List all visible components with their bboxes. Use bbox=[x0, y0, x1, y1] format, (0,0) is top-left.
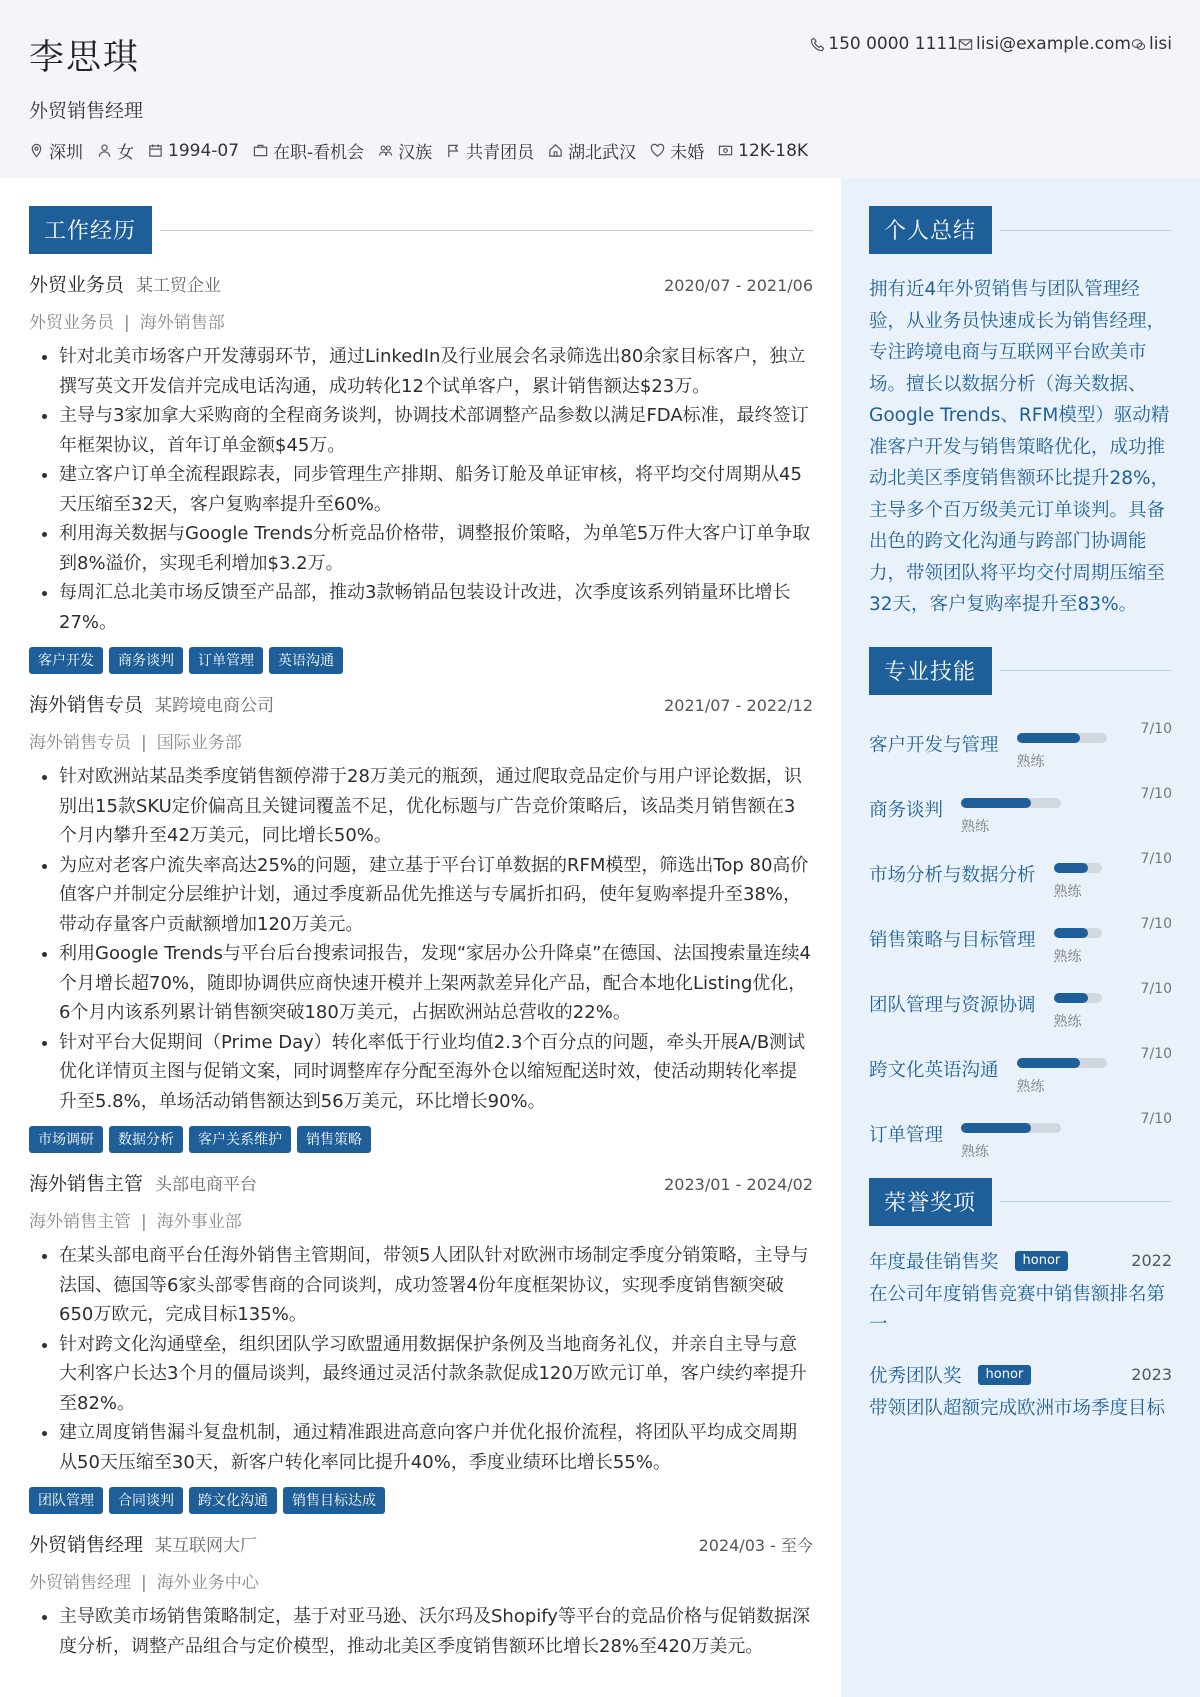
job-bullets bbox=[29, 1241, 813, 1477]
info-marital bbox=[650, 138, 704, 163]
bullet-item: • 主导与3家加拿大采购商的全程商务谈判，协调技术部调整产品参数以满足FDA标准，最终签订年框架协议，首年订单金额$45万。 bbox=[59, 401, 813, 460]
section-divider bbox=[1000, 230, 1172, 231]
job-department: 海外销售部 bbox=[139, 313, 225, 333]
skill-bar bbox=[1017, 1058, 1107, 1068]
info-text: 12K-18K bbox=[738, 140, 809, 161]
work-section-title: 工作经历 bbox=[29, 206, 152, 254]
job-department: 国际业务部 bbox=[156, 733, 242, 753]
job-company: 某工贸企业 bbox=[136, 276, 222, 296]
skill-name: 客户开发与管理 bbox=[869, 734, 999, 756]
contact-info bbox=[810, 34, 1172, 54]
job-heading bbox=[29, 1530, 257, 1557]
skill-name: 团队管理与资源协调 bbox=[869, 994, 1036, 1016]
job-subtitle bbox=[29, 308, 813, 333]
award-badge: honor bbox=[978, 1365, 1032, 1385]
info-location bbox=[29, 138, 83, 163]
section-divider bbox=[160, 230, 813, 231]
bullet-item: • 利用Google Trends与平台后台搜索词报告，发现“家居办公升降桌”在德国、法国搜索量连续4个月增长超70%，随即协调供应商快速开模并上架两款差异化产品，配合本地化Listing优化，6个月内该系列累计销售额突破180万美元，占据欧洲站总营收的22%。 bbox=[59, 939, 813, 1028]
job-department: 海外事业部 bbox=[156, 1212, 242, 1232]
bullet-item: • 建立客户订单全流程跟踪表，同步管理生产排期、船务订舱及单证审核，将平均交付周期从45天压缩至32天，客户复购率提升至60%。 bbox=[59, 460, 813, 519]
skill-row bbox=[869, 975, 1172, 1040]
info-text: 未婚 bbox=[670, 143, 705, 163]
job-tags bbox=[29, 1126, 813, 1153]
skill-meta bbox=[1053, 850, 1172, 901]
job-role: 海外销售专员 bbox=[29, 694, 144, 716]
job-header bbox=[29, 1530, 813, 1557]
skill-bar bbox=[1054, 863, 1102, 873]
skill-tag: 跨文化沟通 bbox=[189, 1487, 277, 1514]
main-column bbox=[29, 178, 813, 1697]
skill-bar bbox=[1017, 733, 1107, 743]
job-subtitle bbox=[29, 1207, 813, 1232]
skill-bar-fill bbox=[1017, 1058, 1080, 1068]
info-text: 湖北武汉 bbox=[568, 143, 637, 163]
separator: | bbox=[124, 313, 130, 333]
skill-tag: 团队管理 bbox=[29, 1487, 103, 1514]
skill-tag: 英语沟通 bbox=[269, 647, 343, 674]
job-subtitle bbox=[29, 728, 813, 753]
bullet-item: • 针对北美市场客户开发薄弱环节，通过LinkedIn及行业展会名录筛选出80余家目标客户，独立撰写英文开发信并完成电话沟通，成功转化12个试单客户，累计销售额达$23万。 bbox=[59, 342, 813, 401]
job-department: 海外业务中心 bbox=[156, 1573, 259, 1593]
contact-email[interactable] bbox=[958, 34, 1131, 54]
info-salary bbox=[718, 141, 808, 161]
award-year: 2023 bbox=[1131, 1365, 1172, 1384]
skill-bar bbox=[1054, 928, 1102, 938]
skill-score: 7/10 bbox=[1140, 915, 1172, 932]
job-bullets bbox=[29, 342, 813, 637]
skill-level: 熟练 bbox=[1016, 753, 1045, 770]
skill-tag: 客户开发 bbox=[29, 647, 103, 674]
info-political bbox=[446, 138, 534, 163]
skill-level: 熟练 bbox=[961, 1143, 990, 1160]
skill-tag: 订单管理 bbox=[189, 647, 263, 674]
skill-tag: 市场调研 bbox=[29, 1126, 103, 1153]
skill-tag: 商务谈判 bbox=[109, 647, 183, 674]
award-name: 优秀团队奖 bbox=[869, 1365, 962, 1387]
skill-meta bbox=[1053, 915, 1172, 966]
skill-bar-fill bbox=[1054, 928, 1088, 938]
bullet-item: • 为应对老客户流失率高达25%的问题，建立基于平台订单数据的RFM模型，筛选出Top 80高价值客户并制定分层维护计划，通过季度新品优先推送与专属折扣码，使年复购率提升至38%，带动存量客户贡献额增加120万美元。 bbox=[59, 851, 813, 940]
skill-bar-fill bbox=[961, 1123, 1031, 1133]
skill-name: 商务谈判 bbox=[869, 799, 944, 821]
skill-meta bbox=[961, 785, 1172, 836]
info-text: 女 bbox=[117, 143, 134, 163]
job-header bbox=[29, 270, 813, 297]
job-entry bbox=[29, 1530, 813, 1661]
phone-number: 150 0000 1111 bbox=[828, 34, 959, 54]
bullet-item: • 在某头部电商平台任海外销售主管期间，带领5人团队针对欧洲市场制定季度分销策略，主导与法国、德国等6家头部零售商的合同谈判，成功签署4份年度框架协议，实现季度销售额突破650万欧元，完成目标135%。 bbox=[59, 1241, 813, 1330]
info-text: 共青团员 bbox=[466, 143, 535, 163]
skill-score: 7/10 bbox=[1140, 785, 1172, 802]
job-date: 2020/07 - 2021/06 bbox=[664, 276, 813, 295]
skill-bar bbox=[961, 798, 1061, 808]
info-status bbox=[253, 138, 364, 163]
job-date: 2023/01 - 2024/02 bbox=[664, 1175, 813, 1194]
job-position: 海外销售专员 bbox=[29, 733, 131, 753]
job-company: 某跨境电商公司 bbox=[155, 696, 275, 716]
briefcase-icon bbox=[253, 143, 268, 158]
people-icon bbox=[378, 143, 393, 158]
award-header bbox=[869, 1362, 1172, 1388]
skill-name: 订单管理 bbox=[869, 1124, 944, 1146]
job-header bbox=[29, 1169, 813, 1196]
heart-icon bbox=[650, 143, 665, 158]
skill-row bbox=[869, 1105, 1172, 1170]
award-badge: honor bbox=[1015, 1251, 1069, 1271]
bullet-item: • 针对平台大促期间（Prime Day）转化率低于行业均值2.3个百分点的问题，牵头开展A/B测试优化详情页主图与促销文案，同时调整库存分配至海外仓以缩短配送时效，使活动期转化率提升至5.8%，单场活动销售额达到56万美元，环比增长90%。 bbox=[59, 1028, 813, 1117]
info-text: 汉族 bbox=[398, 143, 433, 163]
job-date: 2024/03 - 至今 bbox=[698, 1536, 813, 1555]
skill-level: 熟练 bbox=[1053, 948, 1082, 965]
skill-row bbox=[869, 780, 1172, 845]
separator: | bbox=[141, 1573, 147, 1593]
info-ethnicity bbox=[378, 138, 432, 163]
job-heading bbox=[29, 690, 274, 717]
skill-level: 熟练 bbox=[1053, 883, 1082, 900]
mail-icon bbox=[958, 37, 973, 52]
info-text: 1994-07 bbox=[168, 140, 240, 161]
summary-section-title: 个人总结 bbox=[869, 206, 992, 254]
job-heading bbox=[29, 1169, 257, 1196]
job-bullets bbox=[29, 1602, 813, 1661]
section-divider bbox=[1000, 670, 1172, 671]
skill-bar-fill bbox=[1054, 863, 1088, 873]
info-text: 深圳 bbox=[49, 143, 83, 163]
award-entry bbox=[869, 1248, 1172, 1340]
skill-row bbox=[869, 715, 1172, 780]
skill-name: 销售策略与目标管理 bbox=[869, 929, 1036, 951]
skill-meta bbox=[1016, 1045, 1172, 1096]
skill-bar-fill bbox=[961, 798, 1031, 808]
job-bullets bbox=[29, 762, 813, 1116]
skill-row bbox=[869, 1040, 1172, 1105]
job-entry bbox=[29, 1169, 813, 1514]
section-divider bbox=[1000, 1201, 1172, 1202]
email-address: lisi@example.com bbox=[976, 34, 1131, 54]
candidate-name: 李思琪 bbox=[29, 38, 141, 78]
award-year: 2022 bbox=[1131, 1251, 1172, 1270]
separator: | bbox=[141, 1212, 147, 1232]
info-text: 在职-看机会 bbox=[273, 143, 365, 163]
award-heading bbox=[869, 1248, 1068, 1274]
skill-name: 市场分析与数据分析 bbox=[869, 864, 1036, 886]
wechat-icon bbox=[1131, 37, 1146, 52]
summary-text: 拥有近4年外贸销售与团队管理经验，从业务员快速成长为销售经理，专注跨境电商与互联网平台欧美市场。擅长以数据分析（海关数据、Google Trends、RFM模型）驱动精准客户开发与销售策略优化，成功推动北美区季度销售额环比提升28%，主导多个百万级美元订单谈判。具备出色的跨文化沟通与跨部门协调能力，带领团队将平均交付周期压缩至32天，客户复购率提升至83%。 bbox=[869, 279, 1170, 615]
sidebar bbox=[841, 178, 1200, 1697]
award-header bbox=[869, 1248, 1172, 1274]
skill-tag: 数据分析 bbox=[109, 1126, 183, 1153]
bullet-item: • 建立周度销售漏斗复盘机制，通过精准跟进高意向客户并优化报价流程，将团队平均成交周期从50天压缩至30天，新客户转化率同比提升40%，季度业绩环比增长55%。 bbox=[59, 1418, 813, 1477]
skill-level: 熟练 bbox=[1053, 1013, 1082, 1030]
skill-level: 熟练 bbox=[1016, 1078, 1045, 1095]
job-role: 外贸业务员 bbox=[29, 274, 125, 296]
money-icon bbox=[718, 143, 733, 158]
info-gender bbox=[97, 138, 134, 163]
bullet-item: • 利用海关数据与Google Trends分析竞品价格带，调整报价策略，为单笔5万件大客户订单争取到8%溢价，实现毛利增加$3.2万。 bbox=[59, 519, 813, 578]
phone-icon bbox=[810, 37, 825, 52]
job-role: 外贸销售经理 bbox=[29, 1534, 144, 1556]
job-heading bbox=[29, 270, 221, 297]
skill-meta bbox=[1053, 980, 1172, 1031]
skill-score: 7/10 bbox=[1140, 1045, 1172, 1062]
summary-section-header bbox=[869, 206, 1172, 254]
skill-row bbox=[869, 845, 1172, 910]
skill-bar bbox=[1054, 993, 1102, 1003]
awards-section-title: 荣誉奖项 bbox=[869, 1178, 992, 1226]
wechat-id: lisi bbox=[1148, 34, 1172, 54]
award-name: 年度最佳销售奖 bbox=[869, 1251, 999, 1273]
location-icon bbox=[29, 143, 44, 158]
skills-section-header bbox=[869, 647, 1172, 695]
info-birth bbox=[148, 141, 239, 161]
skill-bar bbox=[961, 1123, 1061, 1133]
award-entry bbox=[869, 1362, 1172, 1424]
skill-meta bbox=[961, 1110, 1172, 1161]
contact-wechat[interactable] bbox=[1131, 34, 1172, 54]
personal-info-row bbox=[29, 138, 1172, 163]
bullet-item: • 主导欧美市场销售策略制定，基于对亚马逊、沃尔玛及Shopify等平台的竞品价格与促销数据深度分析，调整产品组合与定价模型，推动北美区季度销售额环比增长28%至420万美元。 bbox=[59, 1602, 813, 1661]
job-position: 外贸销售经理 bbox=[29, 1573, 131, 1593]
award-description: 在公司年度销售竞赛中销售额排名第一 bbox=[869, 1283, 1166, 1335]
resume-header bbox=[0, 0, 1200, 178]
award-list bbox=[869, 1248, 1172, 1424]
job-company: 头部电商平台 bbox=[155, 1175, 258, 1195]
skill-bar-fill bbox=[1017, 733, 1080, 743]
job-tags bbox=[29, 647, 813, 674]
home-icon bbox=[548, 143, 563, 158]
separator: | bbox=[141, 733, 147, 753]
skill-meta bbox=[1016, 720, 1172, 771]
info-hometown bbox=[548, 138, 636, 163]
skill-score: 7/10 bbox=[1140, 850, 1172, 867]
work-section-header bbox=[29, 206, 813, 254]
user-icon bbox=[97, 143, 112, 158]
job-list bbox=[29, 270, 813, 1661]
bullet-item: • 每周汇总北美市场反馈至产品部，推动3款畅销品包装设计改进，次季度该系列销量环比增长27%。 bbox=[59, 578, 813, 637]
skill-score: 7/10 bbox=[1140, 1110, 1172, 1127]
award-heading bbox=[869, 1362, 1031, 1388]
awards-section-header bbox=[869, 1178, 1172, 1226]
job-position: 外贸业务员 bbox=[29, 313, 114, 333]
skill-bar-fill bbox=[1054, 993, 1088, 1003]
flag-icon bbox=[446, 143, 461, 158]
job-tags bbox=[29, 1487, 813, 1514]
job-company: 某互联网大厂 bbox=[155, 1536, 258, 1556]
job-role: 海外销售主管 bbox=[29, 1173, 144, 1195]
job-entry bbox=[29, 690, 813, 1153]
skill-row bbox=[869, 910, 1172, 975]
bullet-item: • 针对跨文化沟通壁垒，组织团队学习欧盟通用数据保护条例及当地商务礼仪，并亲自主导与意大利客户长达3个月的僵局谈判，最终通过灵活付款条款促成120万欧元订单，客户续约率提升至82%。 bbox=[59, 1330, 813, 1419]
skill-name: 跨文化英语沟通 bbox=[869, 1059, 999, 1081]
skill-tag: 销售目标达成 bbox=[283, 1487, 385, 1514]
skill-tag: 合同谈判 bbox=[109, 1487, 183, 1514]
job-header bbox=[29, 690, 813, 717]
calendar-icon bbox=[148, 143, 163, 158]
job-subtitle bbox=[29, 1568, 813, 1593]
job-date: 2021/07 - 2022/12 bbox=[664, 696, 813, 715]
skills-section-title: 专业技能 bbox=[869, 647, 992, 695]
skill-level: 熟练 bbox=[961, 818, 990, 835]
contact-phone[interactable] bbox=[810, 34, 958, 54]
award-description: 带领团队超额完成欧洲市场季度目标 bbox=[869, 1397, 1166, 1419]
skill-tag: 客户关系维护 bbox=[189, 1126, 291, 1153]
job-title: 外贸销售经理 bbox=[29, 100, 144, 122]
skill-list bbox=[869, 715, 1172, 1170]
job-position: 海外销售主管 bbox=[29, 1212, 131, 1232]
skill-score: 7/10 bbox=[1140, 720, 1172, 737]
skill-tag: 销售策略 bbox=[297, 1126, 371, 1153]
skill-score: 7/10 bbox=[1140, 980, 1172, 997]
job-entry bbox=[29, 270, 813, 674]
bullet-item: • 针对欧洲站某品类季度销售额停滞于28万美元的瓶颈，通过爬取竞品定价与用户评论数据，识别出15款SKU定价偏高且关键词覆盖不足，优化标题与广告竞价策略后，该品类月销售额在3个月内攀升至42万美元，同比增长50%。 bbox=[59, 762, 813, 851]
